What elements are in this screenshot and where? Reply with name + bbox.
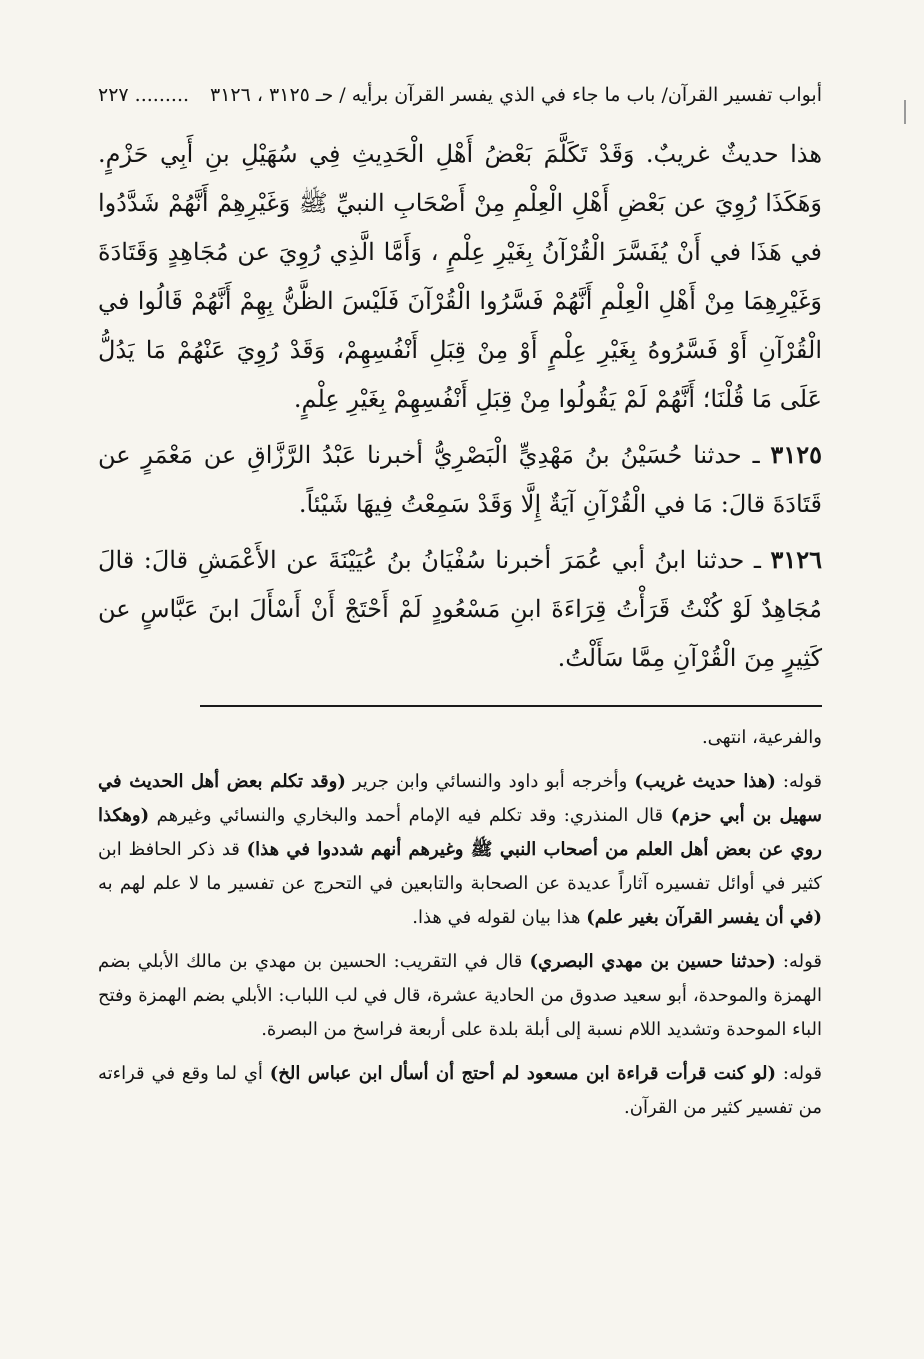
note-text: قال في التقريب: الحسين بن مهدي بن مالك الأبلي بضم الهمزة والموحدة، أبو سعيد صدوق من الحادية عشرة، قال في لب اللباب: الأبلي بضم الهمزة وفتح الباء الموحدة وتشديد اللام نسبة إلى أبلة بلدة على أربعة فراسخ من البصرة. xyxy=(98,951,822,1040)
note-text: قال المنذري: وقد تكلم فيه الإمام أحمد والبخاري والنسائي وغيرهم xyxy=(149,805,671,826)
hadith-3126 xyxy=(98,535,822,683)
quoted-phrase: (في أن يفسر القرآن بغير علم) xyxy=(586,907,822,928)
document-page xyxy=(98,80,822,1135)
note-lead: قوله: xyxy=(775,951,823,972)
commentary-note-1 xyxy=(98,765,822,935)
note-lead: قوله: xyxy=(775,771,823,792)
running-head-page xyxy=(98,80,189,112)
quoted-phrase: (وهكذا روي عن بعض أهل العلم من أصحاب النبي ﷺ وغيرهم أنهم شددوا في هذا) xyxy=(98,805,822,860)
hadith-text: ـ حدثنا ابنُ أبي عُمَرَ أخبرنا سُفْيَانُ بنُ عُيَيْنَةَ عن الأَعْمَشِ قالَ: قالَ مُجَاهِدٌ لَوْ كُنْتُ قَرَأْتُ قِرَاءَةَ ابنِ مَسْعُودٍ لَمْ أَحْتَجْ أَنْ أَسْأَلَ ابنَ عَبَّاسٍ عن كَثِيرٍ مِنَ الْقُرْآنِ مِمَّا سَأَلْتُ. xyxy=(98,546,822,672)
hadith-text: ـ حدثنا حُسَيْنُ بنُ مَهْدِيٍّ الْبَصْرِيُّ أخبرنا عَبْدُ الرَّزَّاقِ عن مَعْمَرٍ عن قَتَادَةَ قالَ: مَا في الْقُرْآنِ آيَةٌ إِلَّا وَقَدْ سَمِعْتُ فِيهَا شَيْئاً. xyxy=(98,441,822,518)
quoted-phrase: (وقد تكلم بعض أهل الحديث في سهيل بن أبي حزم) xyxy=(98,771,823,826)
note-text: أي لما وقع في قراءته من تفسير كثير من القرآن. xyxy=(98,1063,822,1118)
commentary-note-2 xyxy=(98,945,822,1047)
hadith-number: ٣١٢٥ xyxy=(770,440,822,469)
running-head-title: أبواب تفسير القرآن/ باب ما جاء في الذي يفسر القرآن برأيه / حـ ٣١٢٥ ، ٣١٢٦ xyxy=(210,84,822,106)
commentary xyxy=(98,721,822,1125)
main-paragraph: هذا حديثٌ غريبٌ. وَقَدْ تَكَلَّمَ بَعْضُ أَهْلِ الْحَدِيثِ فِي سُهَيْلِ بنِ أَبِي حَزْمٍ. وَهَكَذَا رُوِيَ عن بَعْضِ أَهْلِ الْعِلْمِ مِنْ أَصْحَابِ النبيِّ ﷺ وَغَيْرِهِمْ أَنَّهُمْ شَدَّدُوا في هَذَا في أَنْ يُفَسَّرَ الْقُرْآنُ بِغَيْرِ عِلْمٍ ، وَأَمَّا الَّذِي رُوِيَ عن مُجَاهِدٍ وَقَتَادَةَ وَغَيْرِهِمَا مِنْ أَهْلِ الْعِلْمِ أَنَّهُمْ فَسَّرُوا الْقُرْآنَ فَلَيْسَ الظَّنُّ بِهِمْ أَنَّهُمْ قَالُوا في الْقُرْآنِ أَوْ فَسَّرُوهُ بِغَيْرِ عِلْمٍ أَوْ مِنْ قِبَلِ أَنْفُسِهِمْ، وَقَدْ رُوِيَ عَنْهُمْ مَا يَدُلُّ عَلَى مَا قُلْنَا؛ أَنَّهُمْ لَمْ يَقُولُوا مِنْ قِبَلِ أَنْفُسِهِمْ بِغَيْرِ عِلْمٍ. xyxy=(98,140,822,413)
margin-mark xyxy=(904,100,912,124)
quoted-phrase: (لو كنت قرأت قراءة ابن مسعود لم أحتج أن أسأل ابن عباس الخ) xyxy=(269,1063,777,1084)
note-lead: قوله: xyxy=(776,1063,822,1084)
quoted-phrase: (حدثنا حسين بن مهدي البصري) xyxy=(529,951,776,972)
page-number: ٢٢٧ xyxy=(98,84,129,106)
running-head-dots: ......... xyxy=(134,84,190,106)
running-head xyxy=(98,80,822,112)
note-text: هذا بيان لقوله في هذا. xyxy=(412,907,587,928)
note-text: وأخرجه أبو داود والنسائي وابن جرير xyxy=(345,771,635,792)
commentary-continuation: والفرعية، انتهى. xyxy=(701,727,822,748)
main-text xyxy=(98,130,822,683)
quoted-phrase: (هذا حديث غريب) xyxy=(634,771,776,792)
hadith-number: ٣١٢٦ xyxy=(770,545,822,574)
hadith-3125 xyxy=(98,430,822,529)
commentary-note-3 xyxy=(98,1057,822,1125)
footnote-divider xyxy=(200,705,822,707)
note-text: قد ذكر الحافظ ابن كثير في أوائل تفسيره آثاراً عديدة عن الصحابة والتابعين في التحرج عن تفسير ما لا علم لهم به xyxy=(98,839,822,894)
